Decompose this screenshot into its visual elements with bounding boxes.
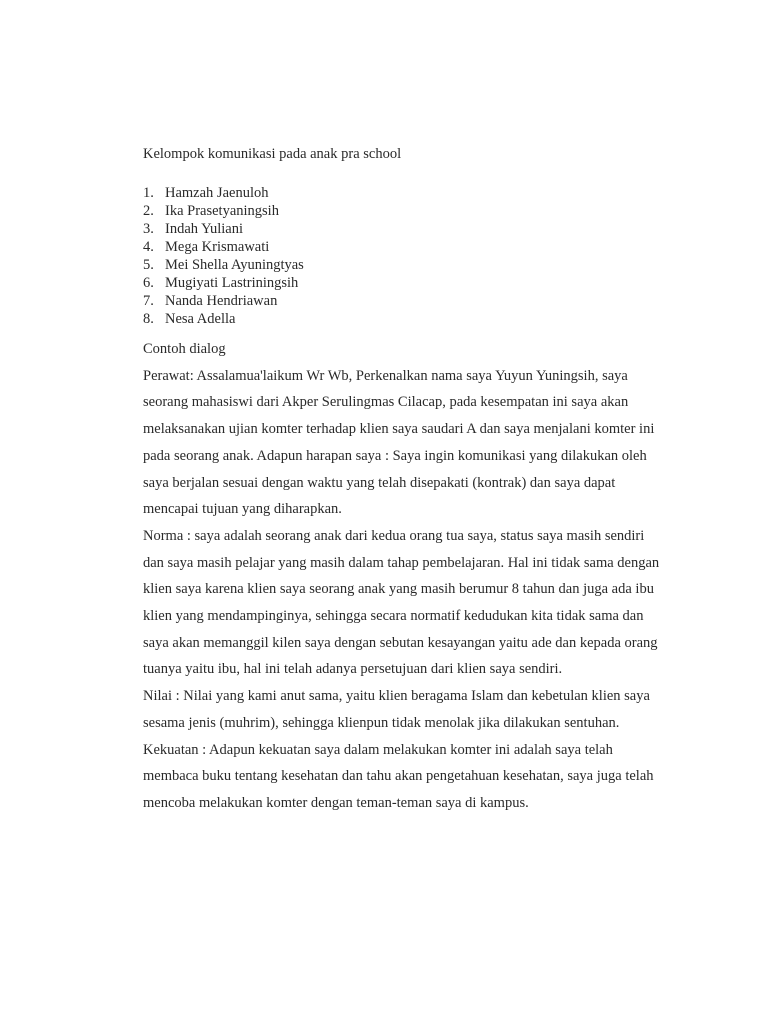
paragraph-nilai: Nilai : Nilai yang kami anut sama, yaitu klien beragama Islam dan kebetulan klien saya sesama jenis (muhrim), sehingga klienpun tidak menolak jika dilakukan sentuhan.: [143, 688, 650, 731]
document-page: [143, 144, 663, 817]
list-number: 5.: [143, 257, 154, 273]
list-item: [143, 202, 663, 220]
list-number: 7.: [143, 293, 154, 309]
list-number: 4.: [143, 239, 154, 255]
list-item: [143, 238, 663, 256]
list-item: [143, 256, 663, 274]
list-item: [143, 310, 663, 328]
list-number: 3.: [143, 221, 154, 237]
paragraph-kekuatan: Kekuatan : Adapun kekuatan saya dalam melakukan komter ini adalah saya telah membaca buku tentang kesehatan dan tahu akan pengetahuan kesehatan, saya juga telah mencoba melakukan komter dengan teman-teman saya di kampus.: [143, 741, 654, 811]
list-number: 2.: [143, 203, 154, 219]
member-name: Nanda Hendriawan: [165, 293, 278, 309]
member-name: Ika Prasetyaningsih: [165, 203, 279, 219]
document-title: Kelompok komunikasi pada anak pra school: [143, 146, 402, 162]
list-item: [143, 274, 663, 292]
member-name: Mugiyati Lastriningsih: [165, 275, 299, 291]
member-name: Mega Krismawati: [165, 239, 270, 255]
dialog-heading: Contoh dialog: [143, 341, 226, 357]
member-name: Hamzah Jaenuloh: [165, 185, 269, 201]
paragraph-norma: Norma : saya adalah seorang anak dari kedua orang tua saya, status saya masih sendiri dan saya masih pelajar yang masih dalam tahap pembelajaran. Hal ini tidak sama dengan klien saya karena klien saya seorang anak yang masih berumur 8 tahun dan juga ada ibu klien yang mendampinginya, sehingga secara normatif kedudukan kita tidak sama dan saya akan memanggil kilen saya dengan sebutan kesayangan yaitu ade dan kepada orang tuanya yaitu ibu, hal ini telah adanya persetujuan dari klien saya sendiri.: [143, 527, 660, 678]
list-number: 6.: [143, 275, 154, 291]
member-name: Mei Shella Ayuningtyas: [165, 257, 304, 273]
list-item: [143, 220, 663, 238]
member-list: [143, 184, 663, 328]
paragraph-perawat: Perawat: Assalamua'laikum Wr Wb, Perkenalkan nama saya Yuyun Yuningsih, saya seorang mahasiswi dari Akper Serulingmas Cilacap, pada kesempatan ini saya akan melaksanakan ujian komter terhadap klien saya saudari A dan saya menjalani komter ini pada seorang anak. Adapun harapan saya : Saya ingin komunikasi yang dilakukan oleh saya berjalan sesuai dengan waktu yang telah disepakati (kontrak) dan saya dapat mencapai tujuan yang diharapkan.: [143, 367, 655, 518]
list-item: [143, 292, 663, 310]
list-number: 8.: [143, 311, 154, 327]
member-name: Indah Yuliani: [165, 221, 243, 237]
list-number: 1.: [143, 185, 154, 201]
member-name: Nesa Adella: [165, 311, 236, 327]
list-item: [143, 184, 663, 202]
